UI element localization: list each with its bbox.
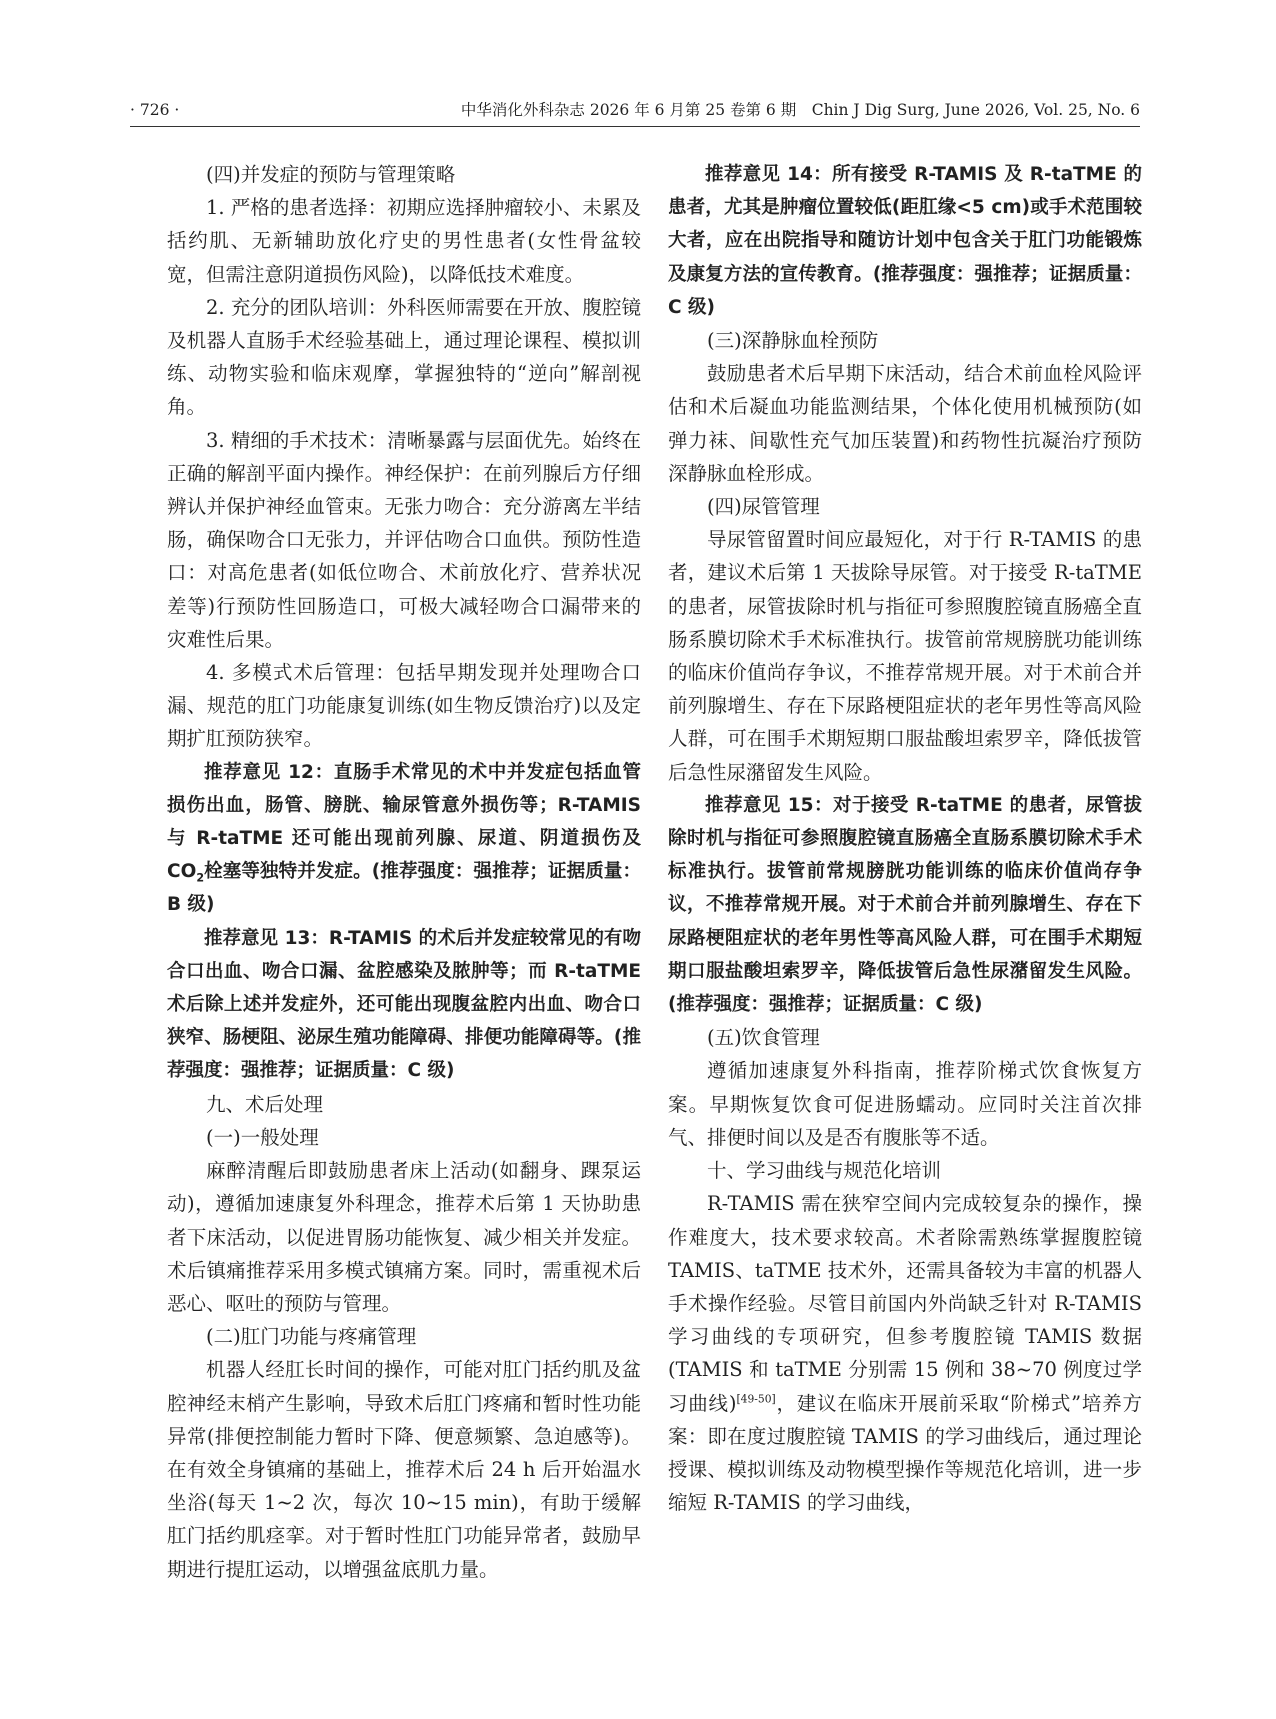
section-heading-learning: 十、学习曲线与规范化培训 [707,1159,942,1183]
rec12-text-a: 推荐意见 12：直肠手术常见的术中并发症包括血管损伤出血，肠管、膀胱、输尿管意外损伤等；R-TAMIS 与 R-taTME 还可能出现前列腺、尿道、阴道损伤及 CO [167,761,641,883]
subsection-heading-general: (一)一般处理 [206,1125,319,1149]
rec12-text-b: 栓塞等独特并发症。(推荐强度：强推荐；证据质量：B 级) [167,861,641,916]
running-header [130,96,1140,127]
subsection-heading-anal: (二)肛门功能与疼痛管理 [206,1325,417,1349]
section-heading-complications: (四)并发症的预防与管理策略 [206,163,456,186]
section-heading-postop: 九、术后处理 [206,1092,324,1116]
paragraph: 1. 严格的患者选择：初期应选择肿瘤较小、未累及括约肌、无新辅助放化疗史的男性患者(女性骨盆较宽，但需注意阴道损伤风险)，以降低技术难度。 [167,196,641,286]
subsection-heading-catheter: (四)尿管管理 [707,495,820,519]
left-column [167,158,641,1586]
paragraph: 导尿管留置时间应最短化，对于行 R-TAMIS 的患者，建议术后第 1 天拔除导尿管。对于接受 R-taTME 的患者，尿管拔除时机与指征可参照腹腔镜直肠癌全直肠系膜切除术手术标准执行。拔管前常规膀胱功能训练的临床价值尚存争议，不推荐常规开展。对于术前合并前列腺增生、存在下尿路梗阻症状的老年男性等高风险人群，可在围手术期短期口服盐酸坦索罗辛，降低拔管后急性尿潴留发生风险。 [668,528,1142,784]
learning-text-b: ，建议在临床开展前采取“阶梯式”培养方案：即在度过腹腔镜 TAMIS 的学习曲线后，通过理论授课、模拟训练及动物模型操作等规范化培训，进一步缩短 R-TAMIS 的学习曲线， [668,1391,1142,1515]
recommendation-15: 推荐意见 15：对于接受 R-taTME 的患者，尿管拔除时机与指征可参照腹腔镜直肠癌全直肠系膜切除术手术标准执行。拔管前常规膀胱功能训练的临床价值尚存争议，不推荐常规开展。对于术前合并前列腺增生、存在下尿路梗阻症状的老年男性等高风险人群，可在围手术期短期口服盐酸坦索罗辛，降低拔管后急性尿潴留发生风险。(推荐强度：强推荐；证据质量：C 级) [668,794,1142,1016]
paragraph: 2. 充分的团队培训：外科医师需要在开放、腹腔镜及机器人直肠手术经验基础上，通过理论课程、模拟训练、动物实验和临床观摩，掌握独特的“逆向”解剖视角。 [167,295,641,419]
subsection-heading-diet: (五)饮食管理 [707,1026,820,1050]
recommendation-12 [167,756,641,922]
subsection-heading-dvt: (三)深静脉血栓预防 [707,329,879,353]
recommendation-13: 推荐意见 13：R-TAMIS 的术后并发症较常见的有吻合口出血、吻合口漏、盆腔感染及脓肿等；而 R-taTME 术后除上述并发症外，还可能出现腹盆腔内出血、吻合口狭窄、肠梗阻、泌尿生殖功能障碍、排便功能障碍等。(推荐强度：强推荐；证据质量：C 级) [167,927,641,1082]
paragraph: 遵循加速康复外科指南，推荐阶梯式饮食恢复方案。早期恢复饮食可促进肠蠕动。应同时关注首次排气、排便时间以及是否有腹胀等不适。 [668,1059,1142,1149]
paragraph: 3. 精细的手术技术：清晰暴露与层面优先。始终在正确的解剖平面内操作。神经保护：在前列腺后方仔细辨认并保护神经血管束。无张力吻合：充分游离左半结肠，确保吻合口无张力，并评估吻合口血供。预防性造口：对高危患者(如低位吻合、术前放化疗、营养状况差等)行预防性回肠造口，可极大减轻吻合口漏带来的灾难性后果。 [167,428,641,651]
right-column [668,158,1142,1519]
journal-citation: 中华消化外科杂志 2026 年 6 月第 25 卷第 6 期 Chin J Dig Surg, June 2026, Vol. 25, No. 6 [460,101,1140,119]
paragraph: 鼓励患者术后早期下床活动，结合术前血栓风险评估和术后凝血功能监测结果，个体化使用机械预防(如弹力袜、间歇性充气加压装置)和药物性抗凝治疗预防深静脉血栓形成。 [668,362,1142,485]
paragraph: 4. 多模式术后管理：包括早期发现并处理吻合口漏、规范的肛门功能康复训练(如生物反馈治疗)以及定期扩肛预防狭窄。 [167,661,641,751]
recommendation-14: 推荐意见 14：所有接受 R-TAMIS 及 R-taTME 的患者，尤其是肿瘤位置较低(距肛缘<5 cm)或手术范围较大者，应在出院指导和随访计划中包含关于肛门功能锻炼及康复方法的宣传教育。(推荐强度：强推荐；证据质量：C 级) [668,164,1142,318]
citation-ref: [49-50] [736,1392,776,1406]
paragraph: 麻醉清醒后即鼓励患者床上活动(如翻身、踝泵运动)，遵循加速康复外科理念，推荐术后第 1 天协助患者下床活动，以促进胃肠功能恢复、减少相关并发症。术后镇痛推荐采用多模式镇痛方案。同时，需重视术后恶心、呕吐的预防与管理。 [167,1159,641,1315]
learning-text-a: R-TAMIS 需在狭窄空间内完成较复杂的操作，操作难度大，技术要求较高。术者除需熟练掌握腹腔镜 TAMIS、taTME 技术外，还需具备较为丰富的机器人手术操作经验。尽管目前国内外尚缺乏针对 R-TAMIS 学习曲线的专项研究，但参考腹腔镜 TAMIS 数据(TAMIS 和 taTME 分别需 15 例和 38~70 例度过学习曲线) [668,1192,1142,1415]
paragraph-learning [668,1187,1142,1519]
paragraph: 机器人经肛长时间的操作，可能对肛门括约肌及盆腔神经末梢产生影响，导致术后肛门疼痛和暂时性功能异常(排便控制能力暂时下降、便意频繁、急迫感等)。在有效全身镇痛的基础上，推荐术后 24 h 后开始温水坐浴(每天 1~2 次，每次 10~15 min)，有助于缓解肛门括约肌痉挛。对于暂时性肛门功能异常者，鼓励早期进行提肛运动，以增强盆底肌力量。 [167,1358,641,1581]
co2-subscript: 2 [196,871,205,885]
page-number: · 726 · [130,101,180,119]
